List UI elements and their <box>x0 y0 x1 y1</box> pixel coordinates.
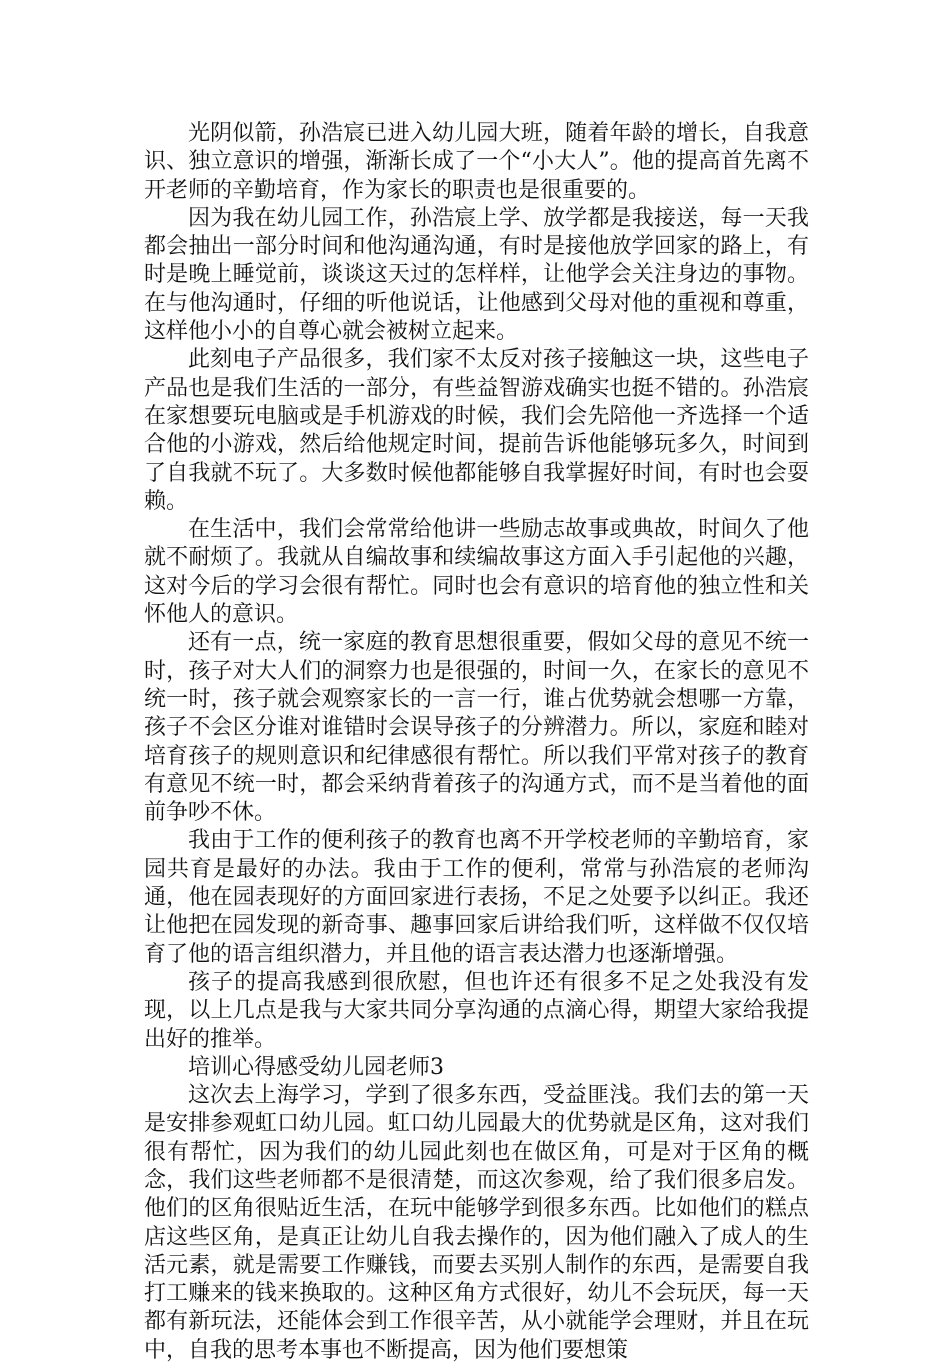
paragraph-5: 还有一点，统一家庭的教育思想很重要，假如父母的意见不统一时，孩子对大人们的洞察力也是很强的，时间一久，在家长的意见不统一时，孩子就会观察家长的一言一行，谁占优势就会想哪一方靠，孩子不会区分谁对谁错时会误导孩子的分辨潜力。所以，家庭和睦对培育孩子的规则意识和纪律感很有帮忙。所以我们平常对孩子的教育有意见不统一时，都会采纳背着孩子的沟通方式，而不是当着他的面前争吵不休。 <box>144 630 809 826</box>
section-heading: 培训心得感受幼儿园老师3 <box>188 1054 444 1080</box>
paragraph-4: 在生活中，我们会常常给他讲一些励志故事或典故，时间久了他就不耐烦了。我就从自编故事和续编故事这方面入手引起他的兴趣，这对今后的学习会很有帮忙。同时也会有意识的培育他的独立性和关怀他人的意识。 <box>144 517 809 628</box>
document-body <box>144 120 809 1365</box>
paragraph-3: 此刻电子产品很多，我们家不太反对孩子接触这一块，这些电子产品也是我们生活的一部分，有些益智游戏确实也挺不错的。孙浩宸在家想要玩电脑或是手机游戏的时候，我们会先陪他一齐选择一个适合他的小游戏，然后给他规定时间，提前告诉他能够玩多久，时间到了自我就不玩了。大多数时候他都能够自我掌握好时间，有时也会耍赖。 <box>144 347 809 514</box>
paragraph-7: 孩子的提高我感到很欣慰，但也许还有很多不足之处我没有发现，以上几点是我与大家共同分享沟通的点滴心得，期望大家给我提出好的推举。 <box>144 969 809 1052</box>
paragraph-2: 因为我在幼儿园工作，孙浩宸上学、放学都是我接送，每一天我都会抽出一部分时间和他沟通沟通，有时是接他放学回家的路上，有时是晚上睡觉前，谈谈这天过的怎样样，让他学会关注身边的事物。在与他沟通时，仔细的听他说话，让他感到父母对他的重视和尊重，这样他小小的自尊心就会被树立起来。 <box>144 205 809 345</box>
paragraph-8: 这次去上海学习，学到了很多东西，受益匪浅。我们去的第一天是安排参观虹口幼儿园。虹口幼儿园最大的优势就是区角，这对我们很有帮忙，因为我们的幼儿园此刻也在做区角，可是对于区角的概念，我们这些老师都不是很清楚，而这次参观，给了我们很多启发。他们的区角很贴近生活，在玩中能够学到很多东西。比如他们的糕点店这些区角，是真正让幼儿自我去操作的，因为他们融入了成人的生活元素，就是需要工作赚钱，而要去买别人制作的东西，是需要自我打工赚来的钱来换取的。这种区角方式很好，幼儿不会玩厌，每一天都有新玩法，还能体会到工作很辛苦，从小就能学会理财，并且在玩中，自我的思考本事也不断提高，因为他们要想策 <box>144 1083 809 1363</box>
paragraph-1: 光阴似箭，孙浩宸已进入幼儿园大班，随着年龄的增长，自我意识、独立意识的增强，渐渐长成了一个“小大人”。他的提高首先离不开老师的辛勤培育，作为家长的职责也是很重要的。 <box>144 121 809 203</box>
paragraph-6: 我由于工作的便利孩子的教育也离不开学校老师的辛勤培育，家园共育是最好的办法。我由于工作的便利，常常与孙浩宸的老师沟通，他在园表现好的方面回家进行表扬，不足之处要予以纠正。我还让他把在园发现的新奇事、趣事回家后讲给我们听，这样做不仅仅培育了他的语言组织潜力，并且他的语言表达潜力也逐渐增强。 <box>144 828 809 967</box>
